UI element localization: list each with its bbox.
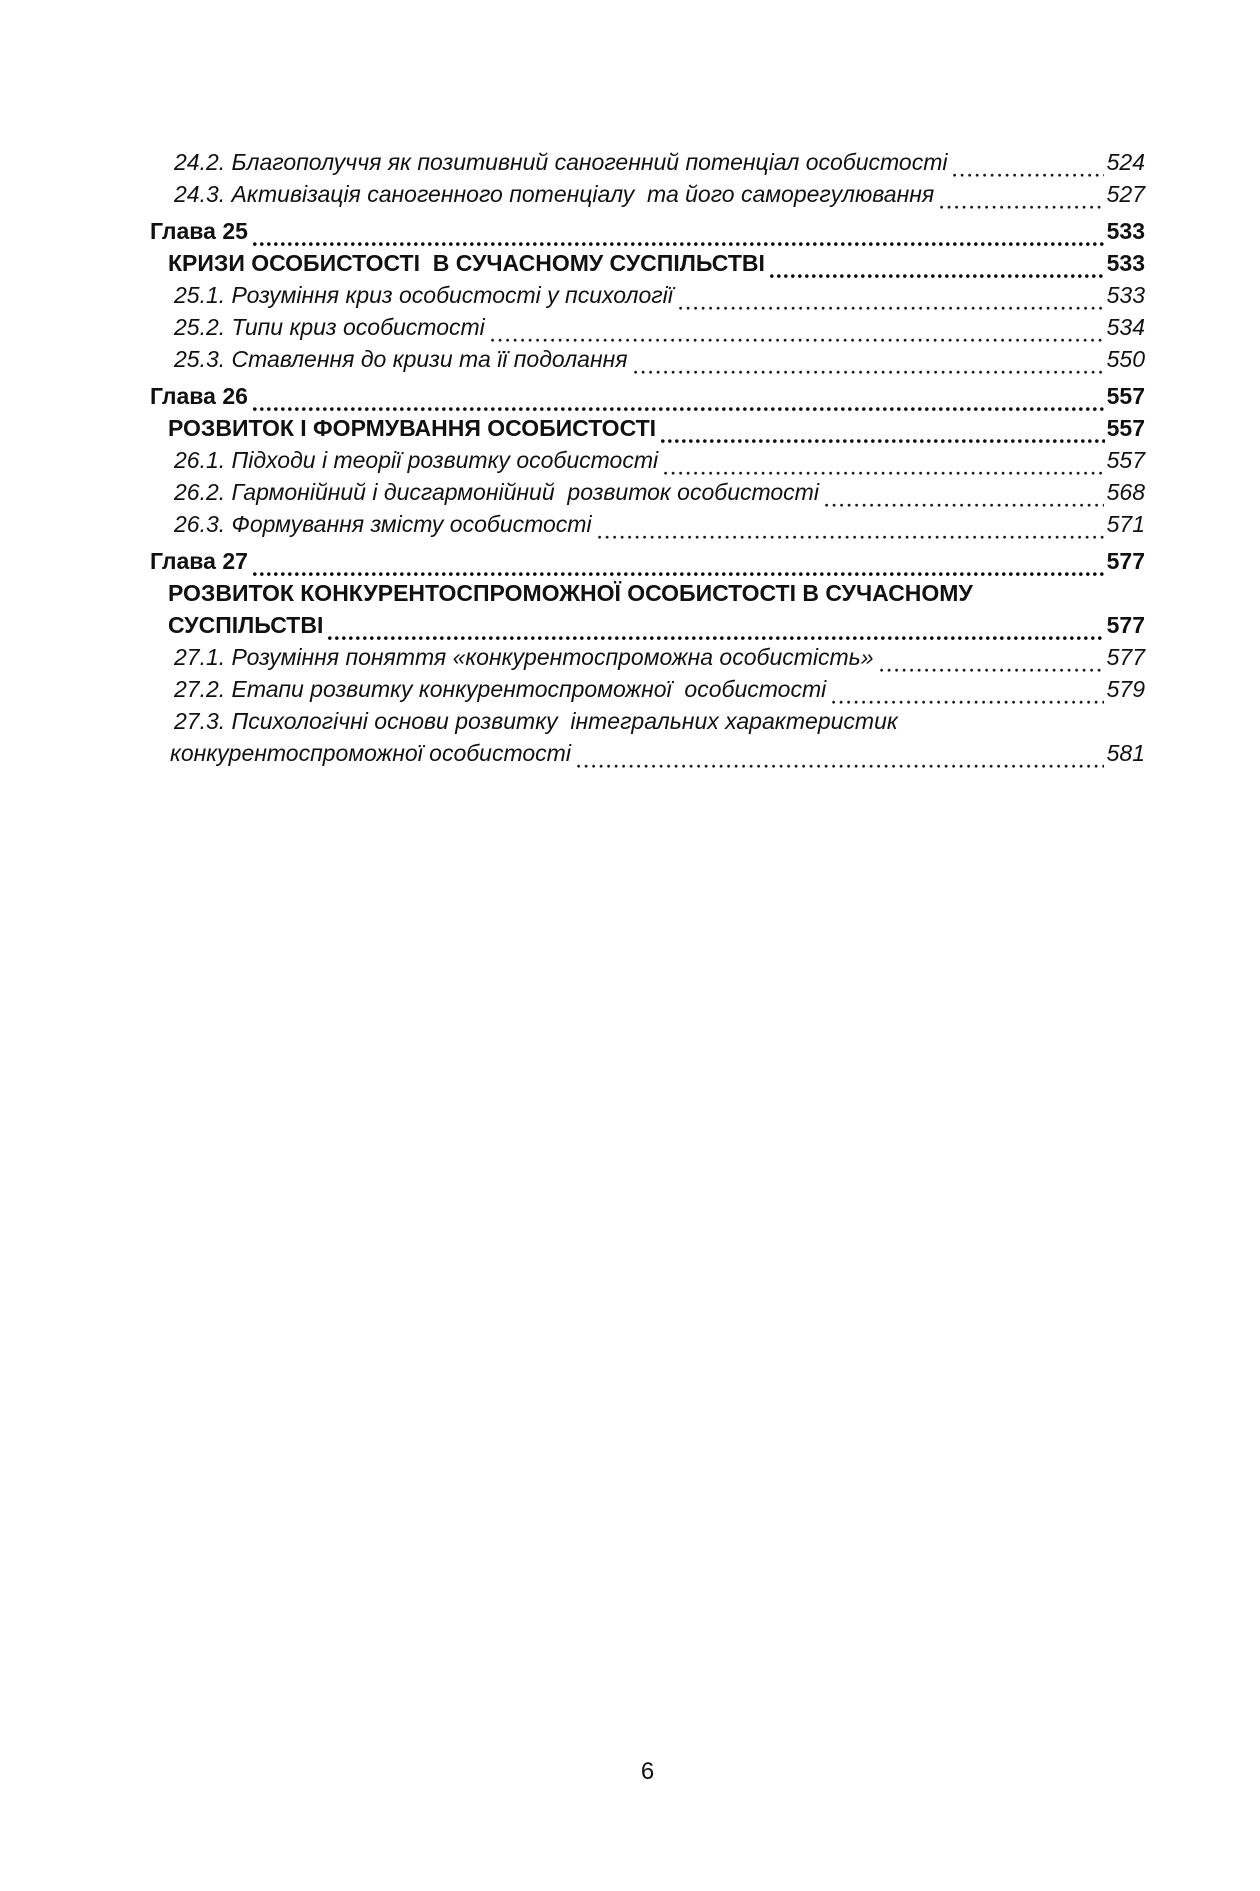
toc-entry [150, 343, 1145, 375]
dot-leader [770, 273, 1105, 279]
toc-entry-line1 [150, 705, 1145, 737]
toc-entry [150, 476, 1145, 508]
toc-entry-text: СУСПІЛЬСТВІ [168, 612, 324, 638]
dot-leader [661, 438, 1105, 444]
toc-page-number: 533 [1106, 218, 1145, 244]
dot-leader [953, 172, 1103, 178]
toc-entry [150, 444, 1145, 476]
toc-entry [150, 311, 1145, 343]
toc-entry-text: 25.3. Ставлення до кризи та її подолання [174, 346, 628, 372]
toc-entry-text: 27.3. Психологічні основи розвитку інтегральних характеристик [174, 708, 898, 734]
toc-page-number: 533 [1106, 250, 1145, 276]
toc-entry-chapter-title-line1 [150, 577, 1145, 609]
toc-page-number: 577 [1106, 612, 1145, 638]
dot-leader [940, 204, 1103, 210]
toc-page-number: 557 [1106, 447, 1145, 473]
table-of-contents [150, 146, 1145, 769]
toc-entry-text: РОЗВИТОК КОНКУРЕНТОСПРОМОЖНОЇ ОСОБИСТОСТІ В СУЧАСНОМУ [168, 580, 973, 606]
toc-entry-text: 27.1. Розуміння поняття «конкурентоспроможна особистість» [174, 644, 874, 670]
toc-entry-text: КРИЗИ ОСОБИСТОСТІ В СУЧАСНОМУ СУСПІЛЬСТВІ [168, 250, 765, 276]
dot-leader [679, 305, 1104, 311]
toc-entry-text: 25.2. Типи криз особистості [174, 314, 485, 340]
toc-page-number: 571 [1106, 511, 1145, 537]
toc-entry-chapter [150, 545, 1145, 577]
toc-page-number: 577 [1106, 548, 1145, 574]
toc-entry [150, 146, 1145, 178]
toc-page-number: 577 [1106, 644, 1145, 670]
toc-entry [150, 508, 1145, 540]
toc-entry [150, 673, 1145, 705]
dot-leader [577, 763, 1104, 769]
toc-page-number: 524 [1106, 149, 1145, 175]
toc-page-number: 550 [1106, 346, 1145, 372]
toc-entry-chapter [150, 380, 1145, 412]
toc-entry-text: Глава 25 [150, 218, 248, 244]
page-number: 6 [640, 1758, 655, 1785]
toc-entry [150, 641, 1145, 673]
toc-page-number: 568 [1106, 479, 1145, 505]
toc-entry-text: 26.1. Підходи і теорії розвитку особистості [174, 447, 659, 473]
toc-entry [150, 178, 1145, 210]
toc-entry [150, 279, 1145, 311]
toc-entry-chapter-title-line2 [150, 609, 1145, 641]
toc-entry-line2 [150, 737, 1145, 769]
toc-entry-chapter [150, 215, 1145, 247]
dot-leader [825, 502, 1104, 508]
toc-page-number: 557 [1106, 415, 1145, 441]
toc-entry-text: 26.3. Формування змісту особистості [174, 511, 592, 537]
dot-leader [880, 667, 1104, 673]
toc-entry-text: 26.2. Гармонійний і дисгармонійний розвиток особистості [174, 479, 819, 505]
dot-leader [598, 534, 1104, 540]
toc-entry-text: 24.3. Активізація саногенного потенціалу та його саморегулювання [174, 181, 935, 207]
toc-page-number: 527 [1106, 181, 1145, 207]
toc-page-number: 557 [1106, 383, 1145, 409]
toc-entry-text: 24.2. Благополуччя як позитивний саногенний потенціал особистості [174, 149, 948, 175]
toc-entry-text: 25.1. Розуміння криз особистості у психології [174, 282, 673, 308]
toc-entry-text: 27.2. Етапи розвитку конкурентоспроможної особистості [174, 676, 827, 702]
toc-page-number: 534 [1106, 314, 1145, 340]
toc-entry-text: Глава 26 [150, 383, 248, 409]
dot-leader [634, 369, 1104, 375]
toc-entry-text: Глава 27 [150, 548, 248, 574]
toc-entry-chapter-title [150, 247, 1145, 279]
toc-page-number: 533 [1106, 282, 1145, 308]
toc-entry-chapter-title [150, 412, 1145, 444]
toc-entry-text: конкурентоспроможної особистості [170, 740, 571, 766]
toc-entry-text: РОЗВИТОК І ФОРМУВАННЯ ОСОБИСТОСТІ [168, 415, 657, 441]
toc-page-number: 579 [1106, 676, 1145, 702]
toc-page-number: 581 [1106, 740, 1145, 766]
